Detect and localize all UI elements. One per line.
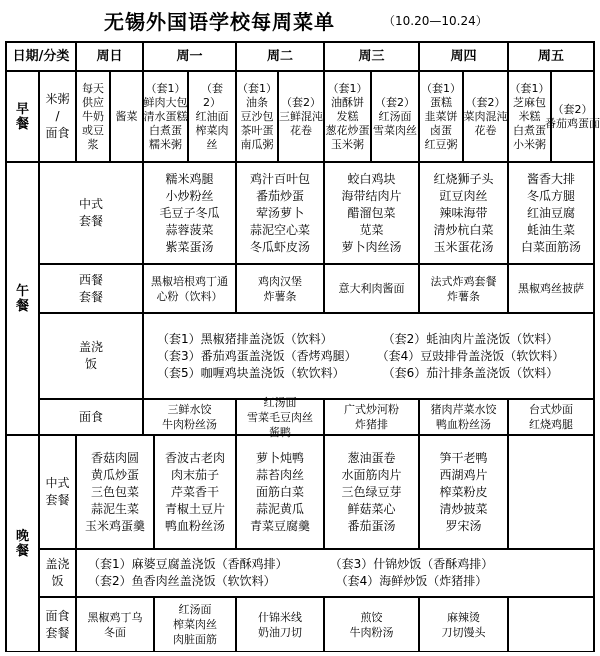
lunch-chinese-menu bbox=[419, 162, 508, 264]
lunch-chinese-menu-line: 鸡汁百叶包 bbox=[249, 171, 310, 186]
date-range: （10.20—10.24） bbox=[383, 14, 488, 28]
header-day: 周二 bbox=[236, 42, 324, 71]
breakfast-set2: （套2） 番茄鸡蛋面 bbox=[551, 71, 594, 162]
dinner-chinese-menu-line: 鲜菇菜心 bbox=[347, 501, 396, 516]
dinner-chinese-category: 中式 套餐 bbox=[39, 435, 76, 549]
lunch-chinese-menu-line: 白菜面筋汤 bbox=[520, 239, 581, 254]
breakfast-sunday-side: 酱菜 bbox=[110, 71, 143, 162]
dinner-chinese-menu-line: 清炒披菜 bbox=[439, 501, 488, 516]
lunch-chinese-menu-line: 辣味海带 bbox=[439, 205, 488, 220]
lunch-western-menu: 黑椒培根鸡丁通 心粉（饮料） bbox=[143, 264, 236, 313]
dinner-chinese-menu bbox=[76, 435, 154, 549]
breakfast-set2: （套2） 菜肉混沌 花卷 bbox=[463, 71, 508, 162]
breakfast-set1: （套1） 油条 豆沙包 茶叶蛋 南瓜粥 bbox=[236, 71, 278, 162]
dinner-rice-category: 盖浇 饭 bbox=[39, 549, 76, 597]
header-day: 周四 bbox=[419, 42, 508, 71]
lunch-rice-row bbox=[157, 348, 578, 365]
lunch-chinese-menu bbox=[236, 162, 324, 264]
dinner-chinese-menu-line: 笋干老鸭 bbox=[439, 450, 488, 465]
lunch-rice-row bbox=[157, 365, 578, 382]
dinner-blank-cell bbox=[508, 597, 594, 652]
lunch-chinese-menu-line: 苋菜 bbox=[359, 222, 384, 237]
dinner-noodle-menu: 黑椒鸡丁乌 冬面 bbox=[76, 597, 154, 652]
lunch-western-category: 西餐 套餐 bbox=[39, 264, 143, 313]
header-day: 周一 bbox=[143, 42, 236, 71]
dinner-chinese-menu-line: 青菜豆腐羹 bbox=[249, 518, 310, 533]
lunch-chinese-menu-line: 醋溜包菜 bbox=[347, 205, 396, 220]
lunch-chinese-menu-line: 蛟白鸡块 bbox=[347, 171, 396, 186]
header-day: 周日 bbox=[76, 42, 143, 71]
lunch-rice-option: （套6）茄汁排条盖浇饭（饮料） bbox=[382, 365, 559, 380]
breakfast-category: 米粥 / 面食 bbox=[39, 71, 76, 162]
lunch-western-menu: 意大利肉酱面 bbox=[324, 264, 419, 313]
header-day: 周三 bbox=[324, 42, 419, 71]
lunch-rice-option: （套5）咖喱鸡块盖浇饭（软饮料） bbox=[157, 365, 345, 380]
dinner-chinese-menu-line: 萝卜炖鸭 bbox=[255, 450, 304, 465]
lunch-chinese-menu-line: 豇豆肉丝 bbox=[439, 188, 488, 203]
lunch-chinese-menu-line: 小炒粉丝 bbox=[165, 188, 214, 203]
dinner-rice-option: （套3）什锦炒饭（香酥鸡排） bbox=[329, 557, 494, 571]
dinner-chinese-menu-line: 肉末茄子 bbox=[170, 467, 219, 482]
lunch-western-menu: 法式炸鸡套餐 炸薯条 bbox=[419, 264, 508, 313]
breakfast-sunday-main: 每天 供应 牛奶 或豆 浆 bbox=[76, 71, 110, 162]
lunch-chinese-menu-line: 海带结肉片 bbox=[341, 188, 402, 203]
dinner-chinese-menu bbox=[236, 435, 324, 549]
lunch-noodle-menu: 红汤面 雪菜毛豆肉丝 酱鸭 bbox=[236, 399, 324, 435]
lunch-chinese-menu-line: 糯米鸡腿 bbox=[165, 171, 214, 186]
dinner-rice-list bbox=[76, 549, 594, 597]
dinner-noodle-menu: 红汤面 榨菜肉丝 肉脏面筋 bbox=[154, 597, 236, 652]
dinner-chinese-menu-line: 三色绿豆芽 bbox=[341, 484, 402, 499]
breakfast-set1: （套1） 鲜肉大包 清水蛋糕 白煮蛋 糯米粥 bbox=[143, 71, 188, 162]
dinner-rice-row bbox=[88, 573, 494, 590]
dinner-blank-cell bbox=[508, 435, 594, 549]
lunch-chinese-menu-line: 冬瓜方腿 bbox=[526, 188, 575, 203]
dinner-rice-option: （套2）鱼香肉丝盖浇饭（软饮料） bbox=[88, 574, 276, 588]
lunch-rice-category: 盖浇 饭 bbox=[39, 313, 143, 399]
lunch-chinese-menu bbox=[143, 162, 236, 264]
lunch-chinese-menu-line: 毛豆子冬瓜 bbox=[159, 205, 220, 220]
header-corner: 日期/分类 bbox=[6, 42, 76, 71]
lunch-western-menu: 黑椒鸡丝披萨 bbox=[508, 264, 594, 313]
dinner-noodle-menu: 什锦米线 奶油刀切 bbox=[236, 597, 324, 652]
lunch-chinese-menu-line: 蒜蓉菠菜 bbox=[165, 222, 214, 237]
dinner-chinese-menu-line: 面筋白菜 bbox=[255, 484, 304, 499]
lunch-chinese-menu-line: 蚝油生菜 bbox=[526, 222, 575, 237]
lunch-chinese-menu-line: 萝卜肉丝汤 bbox=[341, 239, 402, 254]
dinner-chinese-menu-line: 芹菜香干 bbox=[170, 484, 219, 499]
menu-table bbox=[5, 41, 600, 652]
dinner-chinese-menu-line: 水面筋肉片 bbox=[341, 467, 402, 482]
dinner-chinese-menu-line: 西湖鸡片 bbox=[439, 467, 488, 482]
dinner-noodle-category: 面食 套餐 bbox=[39, 597, 76, 652]
lunch-chinese-menu-line: 番茄炒蛋 bbox=[255, 188, 304, 203]
lunch-chinese-menu-line: 蒜泥空心菜 bbox=[249, 222, 310, 237]
lunch-western-menu: 鸡肉汉堡 炸薯条 bbox=[236, 264, 324, 313]
dinner-noodle-menu: 煎饺 牛肉粉汤 bbox=[324, 597, 419, 652]
lunch-chinese-menu-line: 玉米蛋花汤 bbox=[433, 239, 494, 254]
dinner-chinese-menu-line: 蒜泥生菜 bbox=[90, 501, 139, 516]
dinner-chinese-menu-line: 玉米鸡蛋羹 bbox=[84, 518, 145, 533]
dinner-chinese-menu-line: 鸭血粉丝汤 bbox=[164, 518, 225, 533]
lunch-chinese-menu-line: 冬瓜虾皮汤 bbox=[249, 239, 310, 254]
dinner-chinese-menu-line: 香波古老肉 bbox=[164, 450, 225, 465]
dinner-rice-row bbox=[88, 556, 494, 573]
lunch-noodle-menu: 猪肉芹菜水饺 鸭血粉丝汤 bbox=[419, 399, 508, 435]
dinner-section: 晚 餐 bbox=[6, 435, 39, 652]
dinner-chinese-menu bbox=[154, 435, 236, 549]
lunch-rice-row bbox=[157, 331, 578, 348]
lunch-rice-option: （套4）豆豉排骨盖浇饭（软饮料） bbox=[376, 348, 565, 363]
lunch-noodle-menu: 三鲜水饺 牛肉粉丝汤 bbox=[143, 399, 236, 435]
lunch-chinese-menu-line: 酱香大排 bbox=[526, 171, 575, 186]
breakfast-set1: （套1） 芝麻包 米糕 白煮蛋 小米粥 bbox=[508, 71, 551, 162]
dinner-chinese-menu-line: 榨菜粉皮 bbox=[439, 484, 488, 499]
dinner-chinese-menu-line: 葱油蛋卷 bbox=[347, 450, 396, 465]
dinner-rice-option: （套1）麻婆豆腐盖浇饭（香酥鸡排） bbox=[88, 557, 288, 571]
header-day: 周五 bbox=[508, 42, 594, 71]
lunch-rice-list bbox=[143, 313, 594, 399]
dinner-chinese-menu-line: 黄瓜炒蛋 bbox=[90, 467, 139, 482]
breakfast-set2: （套2） 红汤面 雪菜肉丝 bbox=[371, 71, 419, 162]
lunch-chinese-category: 中式 套餐 bbox=[39, 162, 143, 264]
lunch-chinese-menu bbox=[508, 162, 594, 264]
dinner-chinese-menu-line: 蒜泥黄瓜 bbox=[255, 501, 304, 516]
lunch-chinese-menu-line: 荤汤萝卜 bbox=[255, 205, 304, 220]
lunch-noodle-category: 面食 bbox=[39, 399, 143, 435]
breakfast-section: 早 餐 bbox=[6, 71, 39, 162]
dinner-chinese-menu-line: 罗宋汤 bbox=[445, 518, 482, 533]
dinner-chinese-menu-line: 三色包菜 bbox=[90, 484, 139, 499]
breakfast-set2: （套 2） 红油面 榨菜肉 丝 bbox=[188, 71, 236, 162]
lunch-rice-option: （套1）黑椒猪排盖浇饭（饮料） bbox=[157, 331, 333, 346]
lunch-chinese-menu-line: 紫菜蛋汤 bbox=[165, 239, 214, 254]
dinner-rice-option: （套4）海鲜炒饭（炸猪排） bbox=[335, 574, 488, 588]
lunch-chinese-menu-line: 清炒杭白菜 bbox=[433, 222, 494, 237]
lunch-chinese-menu-line: 红烧狮子头 bbox=[433, 171, 494, 186]
dinner-noodle-menu: 麻辣烫 刀切馒头 bbox=[419, 597, 508, 652]
lunch-section: 午 餐 bbox=[6, 162, 39, 435]
breakfast-set1: （套1） 蛋糕 韭菜饼 卤蛋 红豆粥 bbox=[419, 71, 463, 162]
lunch-chinese-menu-line: 红油豆腐 bbox=[526, 205, 575, 220]
breakfast-set1: （套1） 油酥饼 发糕 葱花炒蛋 玉米粥 bbox=[324, 71, 371, 162]
dinner-chinese-menu-line: 香菇肉圆 bbox=[90, 450, 139, 465]
dinner-chinese-menu-line: 青椒土豆片 bbox=[164, 501, 225, 516]
dinner-chinese-menu bbox=[419, 435, 508, 549]
lunch-rice-option: （套2）蚝油肉片盖浇饭（饮料） bbox=[382, 331, 559, 346]
page-title: 无锡外国语学校每周菜单 bbox=[104, 10, 335, 34]
dinner-chinese-menu-line: 番茄蛋汤 bbox=[347, 518, 396, 533]
lunch-noodle-menu: 广式炒河粉 炸猪排 bbox=[324, 399, 419, 435]
lunch-chinese-menu bbox=[324, 162, 419, 264]
dinner-chinese-menu bbox=[324, 435, 419, 549]
breakfast-set2: （套2） 三鲜混沌 花卷 bbox=[278, 71, 324, 162]
dinner-chinese-menu-line: 蒜苔肉丝 bbox=[255, 467, 304, 482]
lunch-noodle-menu: 台式炒面 红烧鸡腿 bbox=[508, 399, 594, 435]
lunch-rice-option: （套3）番茄鸡蛋盖浇饭（香烤鸡腿） bbox=[157, 348, 357, 363]
